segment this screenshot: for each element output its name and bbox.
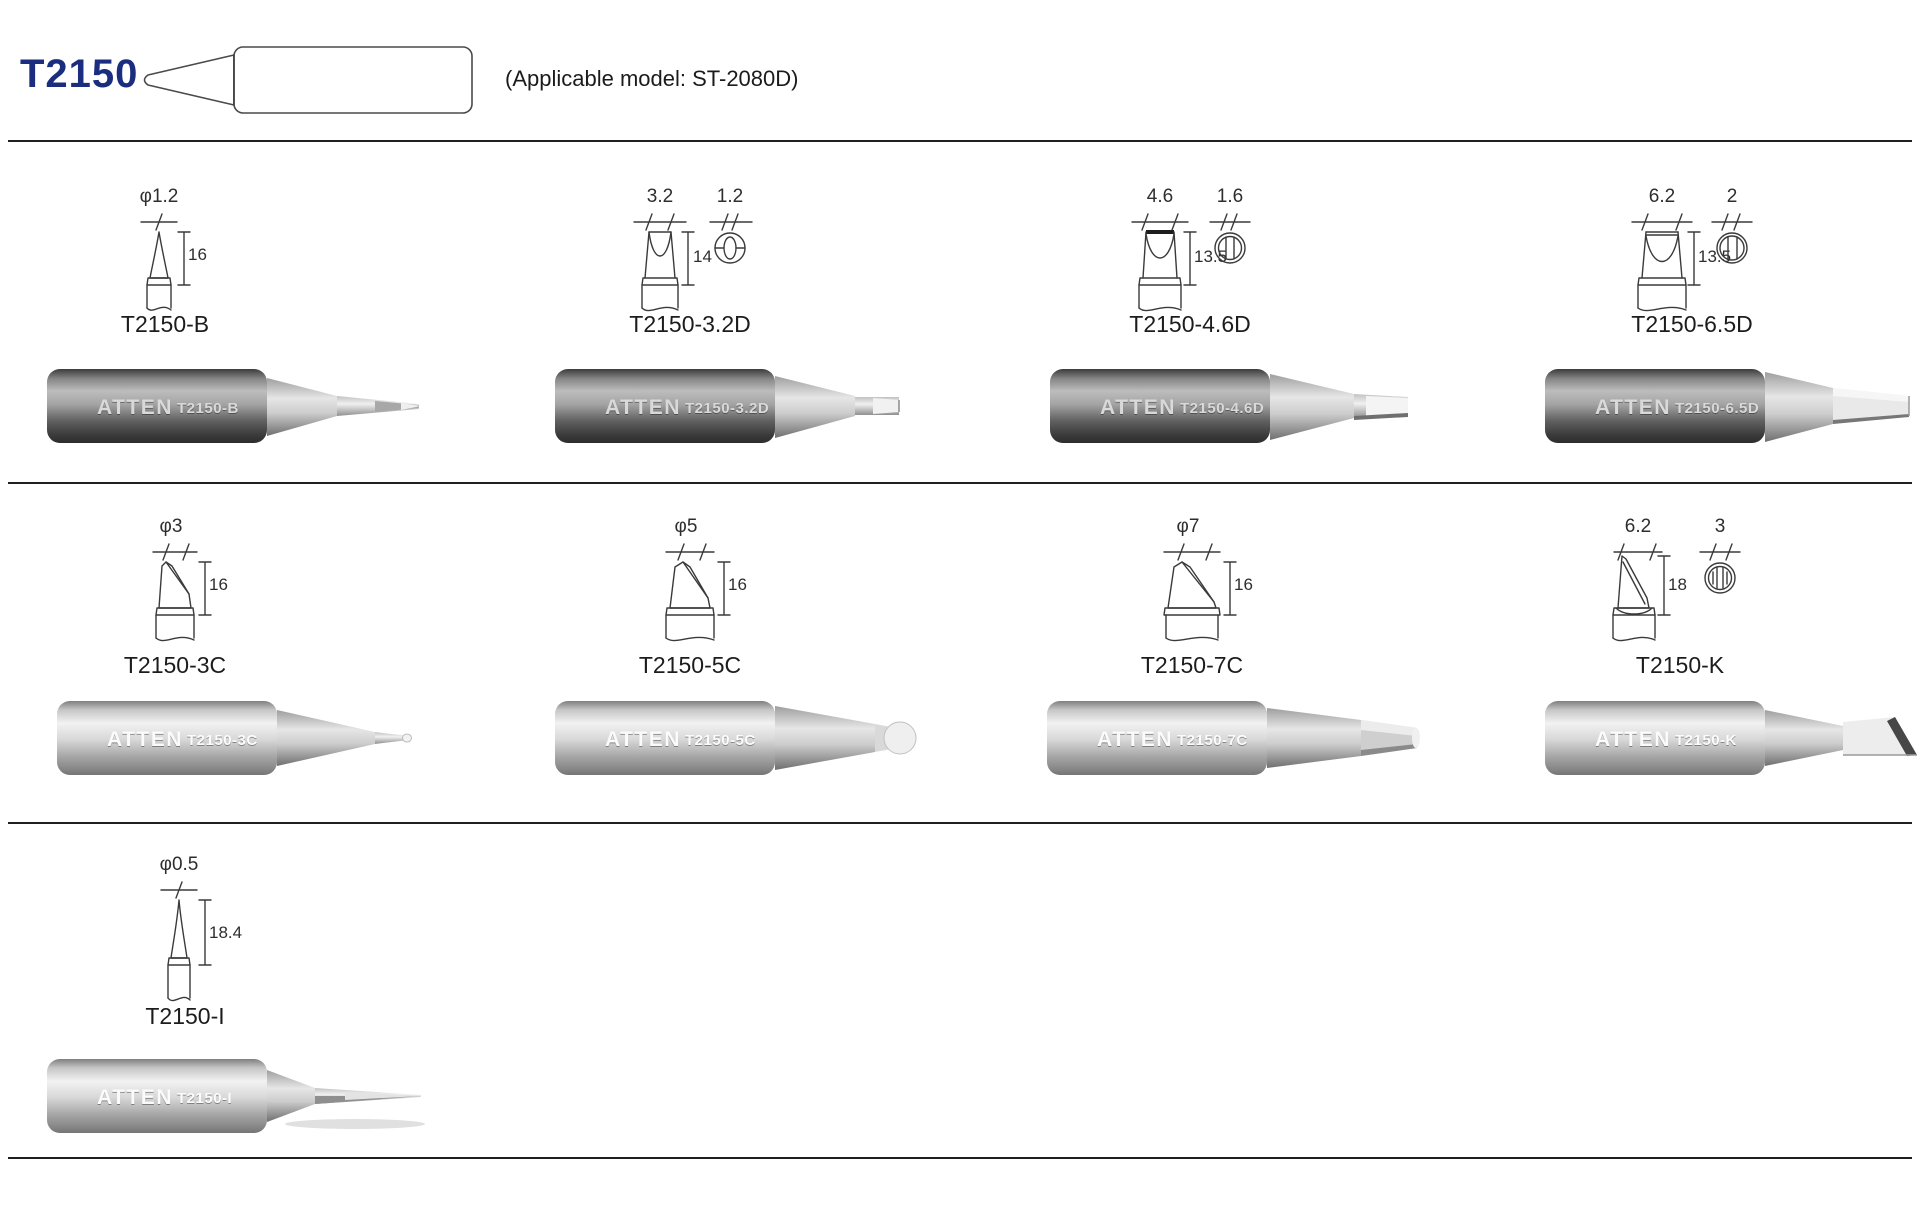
- dim-thickness-label: 1.6: [1216, 186, 1244, 207]
- dim-diameter-label: φ3: [159, 516, 183, 537]
- dim-length-label: 13.5: [1698, 247, 1732, 266]
- photo-model-text: T2150-K: [1675, 732, 1737, 749]
- tip-photo-t2150-k: [1543, 698, 1920, 778]
- photo-model-text: T2150-5C: [685, 732, 756, 749]
- tip-model-label: T2150-3.2D: [629, 311, 751, 337]
- dim-length-label: 16: [209, 575, 228, 594]
- tip-model-label: T2150-6.5D: [1631, 311, 1753, 337]
- page-title: T2150: [20, 52, 139, 96]
- dim-diameter-label: φ1.2: [139, 186, 179, 207]
- brand-logo-text: ATTEN: [97, 1086, 173, 1109]
- dim-length-label: 18.4: [209, 923, 243, 942]
- dim-width-label: 6.2: [1648, 186, 1676, 207]
- brand-logo-text: ATTEN: [1100, 396, 1176, 419]
- dim-length-label: 16: [188, 245, 207, 264]
- photo-model-text: T2150-I: [177, 1090, 233, 1107]
- tip-photo-t2150-b: [45, 366, 425, 446]
- tip-photo-t2150-i: [45, 1054, 425, 1138]
- tip-model-label: T2150-5C: [638, 652, 742, 678]
- brand-logo-text: ATTEN: [97, 396, 173, 419]
- tip-model-label: T2150-I: [145, 1003, 225, 1029]
- photo-model-text: T2150-7C: [1177, 732, 1248, 749]
- photo-model-text: T2150-4.6D: [1180, 400, 1265, 417]
- photo-model-text: T2150-6.5D: [1675, 400, 1760, 417]
- tip-photo-t2150-4-6d: [1048, 366, 1428, 446]
- dim-width-label: 3.2: [646, 186, 674, 207]
- tip-photo-t2150-5c: [553, 698, 933, 778]
- dim-thickness-label: 1.2: [716, 186, 744, 207]
- section-divider: [8, 482, 1912, 484]
- tip-model-label: T2150-4.6D: [1129, 311, 1251, 337]
- dim-length-label: 16: [1234, 575, 1253, 594]
- tip-model-label: T2150-K: [1635, 652, 1725, 678]
- photo-model-text: T2150-3C: [187, 732, 258, 749]
- tip-diagram-t2150-i: [55, 848, 315, 1023]
- dim-width-label: 6.2: [1624, 516, 1652, 537]
- dim-length-label: 18: [1668, 575, 1687, 594]
- section-divider: [8, 1157, 1912, 1159]
- dim-thickness-label: 3: [1714, 516, 1726, 537]
- tip-model-label: T2150-3C: [123, 652, 227, 678]
- brand-logo-text: ATTEN: [605, 396, 681, 419]
- tip-photo-t2150-6-5d: [1543, 366, 1920, 446]
- tip-model-label: T2150-B: [120, 311, 210, 337]
- section-divider: [8, 140, 1912, 142]
- dim-diameter-label: φ7: [1176, 516, 1200, 537]
- dim-diameter-label: φ5: [674, 516, 698, 537]
- brand-logo-text: ATTEN: [1595, 396, 1671, 419]
- applicable-model-text: (Applicable model: ST-2080D): [505, 66, 799, 91]
- dim-length-label: 13.5: [1194, 247, 1228, 266]
- tip-model-label: T2150-7C: [1140, 652, 1244, 678]
- photo-model-text: T2150-3.2D: [685, 400, 770, 417]
- brand-logo-text: ATTEN: [1595, 728, 1671, 751]
- dim-length-label: 14: [693, 247, 712, 266]
- tip-photo-t2150-3c: [55, 698, 435, 778]
- brand-logo-text: ATTEN: [1097, 728, 1173, 751]
- tip-outline-drawing: [138, 44, 478, 116]
- section-divider: [8, 822, 1912, 824]
- tip-photo-t2150-3-2d: [553, 366, 933, 446]
- brand-logo-text: ATTEN: [107, 728, 183, 751]
- dim-length-label: 16: [728, 575, 747, 594]
- tip-photo-t2150-7c: [1045, 698, 1425, 778]
- dim-diameter-label: φ0.5: [159, 854, 199, 875]
- dim-thickness-label: 2: [1726, 186, 1738, 207]
- dim-width-label: 4.6: [1146, 186, 1174, 207]
- brand-logo-text: ATTEN: [605, 728, 681, 751]
- photo-model-text: T2150-B: [177, 400, 239, 417]
